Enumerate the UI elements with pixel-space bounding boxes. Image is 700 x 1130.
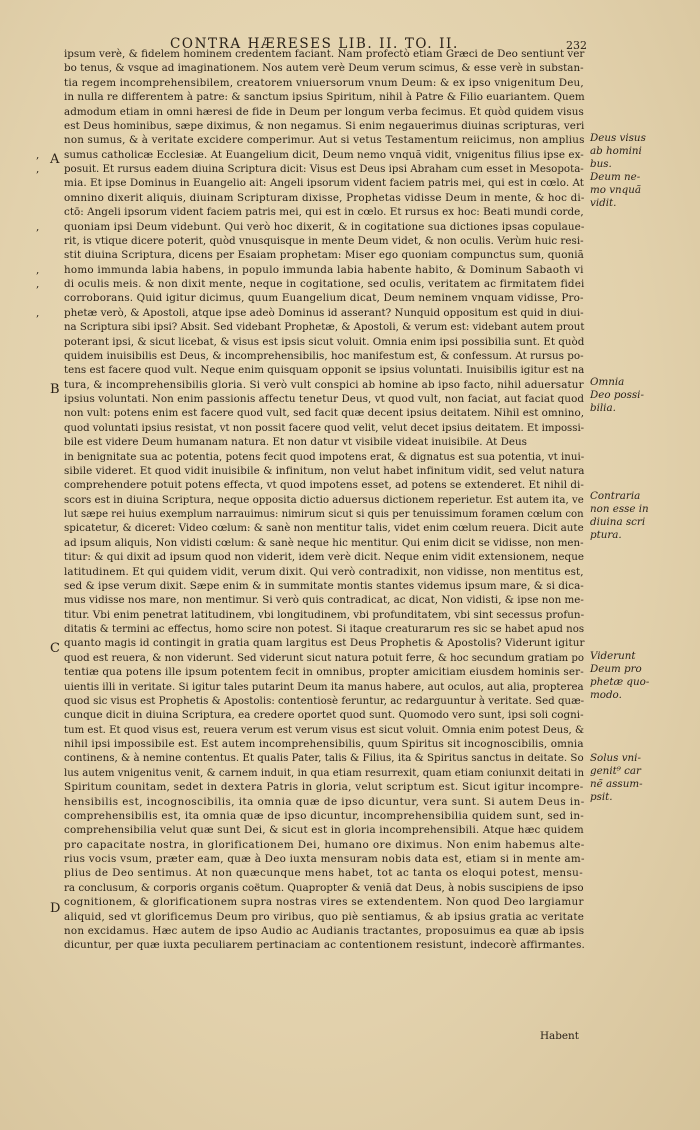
marginal-line: nẽ assum-	[590, 778, 643, 790]
text-line: titur. Vbi enim penetrat latitudinem, vbi longitudinem, vbi profunditatem, vbi sint secessus profun-	[64, 608, 585, 621]
marginal-line: bus.	[590, 158, 612, 170]
text-line: ipsius voluntati. Non enim passionis affectu tenetur Deus, vt quod vult, non faciat, aut faciat quod	[64, 393, 585, 405]
marginal-line: Deo possi-	[590, 389, 644, 401]
section-letter-a: A	[50, 152, 60, 167]
marginal-line: phetæ quo-	[590, 676, 650, 688]
text-line: rit, is vtique dicere poterit, quòd vnusquisque in mente Deum videt, & non oculis. Verùm huic resi-	[64, 234, 584, 247]
text-line: quod voluntati ipsius resistat, vt non possit facere quod velit, velut decet ipsius deitatem. Et impossi-	[64, 421, 585, 434]
text-line: rius vocis vsum, præter eam, quæ à Deo iuxta mensuram nobis data est, etiam si in mente am-	[64, 853, 585, 865]
text-line: bo tenus, & vsque ad imaginationem. Nos autem verè Deum verum scimus, & esse verè in substan-	[64, 62, 584, 75]
marginal-line: Omnia	[590, 376, 625, 388]
text-line: mia. Et ipse Dominus in Euangelio ait: Angeli ipsorum vident faciem patris mei, qui est in cœlo. At	[64, 177, 584, 190]
text-line: ditatis & termini ac effectus, homo scire non potest. Si itaque creaturarum res sic se habet apud nos	[64, 623, 585, 635]
text-line: in nulla re differentem à patre: & sanctum ipsius Spiritum, nihil à Patre & Filio euariantem. Quem	[64, 91, 585, 104]
text-line: aliquid, sed vt glorificemus Deum pro viribus, quo piè sentiamus, & ab ipsius gratia ac veritate	[64, 910, 585, 923]
marginal-note	[590, 752, 690, 804]
text-line: admodum etiam in omni hæresi de fide in Deum per longum verba fecimus. Et quòd quidem visus	[64, 105, 584, 118]
marginal-line: ab homini	[590, 145, 642, 157]
text-line: non vult: potens enim est facere quod vult, sed facit quæ decent ipsius deitatem. Nihil est omnino,	[64, 407, 584, 420]
text-line: cunque dicit in diuina Scriptura, ea credere oportet quod sunt. Quomodo vero sunt, ipsi soli cogni-	[64, 709, 584, 722]
page-number: 232	[566, 39, 587, 52]
marginal-line: Deus visus	[590, 132, 646, 144]
marginal-line: modo.	[590, 689, 622, 701]
quote-mark: ,	[36, 263, 40, 276]
text-line: di oculis meis. & non dixit mente, neque in cogitatione, sed oculis, veritatem ac firmitatem fidei	[64, 278, 585, 290]
text-line: stit diuina Scriptura, dicens per Esaiam prophetam: Miser ego quoniam compunctus sum, quoniã	[64, 249, 584, 262]
text-line: titur: & qui dixit ad ipsum quod non viderit, idem verè dicit. Neque enim vidit extensionem, neque	[64, 551, 585, 564]
quote-mark: ,	[36, 306, 40, 319]
text-line: phetæ verò, & Apostoli, atque ipse adeò Dominus id asserant? Nunquid oppositum est quid in diui-	[64, 306, 584, 319]
text-line: Spiritum counitam, sedet in dextera Patris in gloria, velut scriptum est. Sicut igitur incompre-	[64, 781, 584, 794]
text-line: latitudinem. Et qui quidem vidit, verum dixit. Qui verò contradixit, non vidisse, non mentitus est,	[64, 565, 584, 578]
marginal-line: psit.	[590, 791, 613, 803]
marginal-note	[590, 132, 690, 210]
marginal-line: non esse in	[590, 503, 649, 515]
quote-mark: ,	[36, 148, 40, 161]
text-line: est Deus hominibus, sæpe diximus, & non negamus. Si enim negauerimus diuinas scripturas, veri	[64, 119, 585, 132]
text-line: omnino dixerit aliquis, diuinam Scripturam dixisse, Prophetas vidisse Deum in mente, & hoc di-	[64, 191, 585, 204]
text-line: tura, & incomprehensibilis gloria. Si verò vult conspici ab homine ab ipso facto, nihil aduersatur	[64, 378, 584, 391]
gutter-quote-marks	[36, 47, 64, 320]
running-title: CONTRA HÆRESES LIB. II. TO. II.	[170, 36, 459, 52]
text-line: ad ipsum aliquis, Non vidisti cœlum: & sanè neque hic mentitur. Qui enim dicit se vidisse, non men-	[64, 536, 584, 549]
marginal-line: Deum pro	[590, 663, 642, 675]
text-line: non excidamus. Hæc autem de ipso Audio ac Audianis tractantes, proposuimus ea quæ ab ipsis	[64, 924, 585, 937]
text-line: homo immunda labia habens, in populo immunda labia habente habito, & Dominum Sabaoth vi	[64, 263, 584, 276]
text-line: in benignitate sua ac potentia, potens fecit quod impotens erat, & dignatus est sua potentia, vt inui-	[64, 450, 585, 463]
text-line: cognitionem, & glorificationem supra nostras vires se extendentem. Non quod Deo largiamur	[64, 896, 584, 909]
main-text-block	[64, 47, 584, 953]
quote-mark: ,	[36, 278, 40, 290]
marginal-line: Viderunt	[590, 650, 636, 662]
text-line: nihil ipsi impossibile est. Est autem incomprehensibilis, quum Spiritus sit incognoscibilis, omnia	[64, 738, 584, 750]
text-line: tens est facere quod vult. Neque enim quisquam opponit se ipsius voluntati. Inuisibilis igitur est na	[64, 364, 585, 377]
marginal-line: mo vnquã	[590, 184, 642, 196]
catchword: Habent	[540, 1030, 579, 1042]
text-line: ipsum verè, & fidelem hominem credentem faciant. Nam profectò etiam Græci de Deo sentiunt ver	[64, 48, 585, 60]
marginal-note	[590, 490, 690, 542]
text-line: quoniam ipsi Deum videbunt. Qui verò hoc dixerit, & in cogitatione sua dictiones ipsas copulaue-	[64, 220, 585, 233]
marginal-line: Solus vni-	[590, 752, 641, 764]
marginal-note	[590, 650, 690, 702]
text-line: quanto magis id contingit in gratia quam largitus est Deus Prophetis & Apostolis? Viderunt igitur	[64, 637, 585, 650]
marginal-line: vidit.	[590, 197, 617, 209]
text-line: comprehensibilia velut quæ sunt Dei, & sicut est in gloria incomprehensibili. Atque hæc quidem	[64, 824, 584, 837]
text-line: lus autem vnigenitus venit, & carnem induit, in qua etiam resurrexit, quam etiam coniunxit deitati in	[64, 766, 585, 779]
text-line: spicatetur, & diceret: Video cœlum: & sanè non mentitur talis, videt enim cœlum reuera. Dicit aute	[64, 522, 584, 535]
text-line: quod est reuera, & non viderunt. Sed viderunt sicut natura potuit ferre, & hoc secundum gratiam po	[64, 651, 585, 664]
text-line: continens, & à nemine contentus. Et qualis Pater, talis & Filius, ita & Spiritus sanctus in deitate. So	[64, 752, 584, 765]
text-line: mus vidisse nos mare, non mentimur. Si verò quis contradicat, ac dicat, Non vidisti, & ipse non me-	[64, 594, 584, 607]
section-letter-d: D	[50, 901, 61, 916]
quote-mark: ,	[36, 220, 40, 233]
marginal-line: ptura.	[590, 529, 622, 541]
text-line: corroborans. Quid igitur dicimus, quum Euangelium dicat, Deum neminem vnquam vidisse, Pro-	[64, 292, 584, 305]
text-line: sumus catholicæ Ecclesiæ. At Euangelium dicit, Deum nemo vnquã vidit, vnigenitus filius ipse ex-	[64, 148, 584, 161]
marginal-line: Deum ne-	[590, 171, 641, 183]
marginal-line: genit⁹ car	[590, 765, 641, 777]
text-line: tia regem incomprehensibilem, creatorem vniuersorum vnum Deum: & ex ipso vnigenitum Deu,	[64, 76, 584, 89]
marginal-line: bilia.	[590, 402, 616, 414]
section-letter-b: B	[50, 382, 60, 397]
text-line: plius de Deo sentimus. At non quæcunque mens habet, tot ac tanta os eloqui potest, mensu-	[64, 867, 584, 880]
quote-mark: ,	[36, 163, 40, 175]
section-letter-c: C	[50, 641, 60, 656]
marginal-note	[590, 376, 690, 415]
text-line: sed & ipse verum dixit. Sæpe enim & in summitate montis stantes videmus ipsum mare, & si dica-	[64, 579, 584, 592]
text-line: na Scriptura sibi ipsi? Absit. Sed videbant Prophetæ, & Apostoli, & verum est: videbant autem prout	[64, 321, 585, 334]
text-line: hensibilis est, incognoscibilis, ita omnia quæ de ipso dicuntur, vera sunt. Si autem Deus in-	[64, 795, 585, 808]
text-line: scors est in diuina Scriptura, neque opposita dictio aduersus dictionem reperietur. Est autem ita, ve	[64, 493, 584, 506]
text-line: sibile videret. Et quod vidit inuisibile & infinitum, non velut habet infinitum vidit, sed velut natura	[64, 464, 585, 477]
marginal-line: Contraria	[590, 490, 641, 502]
text-line: tentiæ qua potens ille ipsum potentem fecit in omnibus, propter amicitiam eiusdem hominis ser-	[64, 666, 584, 679]
text-line: pro capacitate nostra, in glorificationem Dei, humano ore diximus. Non enim habemus alte-	[64, 838, 585, 851]
text-line: ctō: Angeli ipsorum vident faciem patris mei, qui est in cœlo. Et rursus ex hoc: Beati mundi corde,	[64, 206, 584, 219]
text-line: tum est. Et quod visus est, reuera verum est verum visus est sicut voluit. Omnia enim potest Deus, &	[64, 723, 584, 736]
text-line: ra conclusum, & corporis organis coëtum. Quapropter & veniã dat Deus, à nobis suscipiens de ipso	[64, 881, 584, 894]
text-line: quidem inuisibilis est Deus, & incomprehensibilis, hoc manifestum est, & confessum. At rursus po-	[64, 349, 584, 362]
text-line: uientis illi in veritate. Si igitur tales putarint Deum ita manus habere, aut oculos, aut alia, propterea	[64, 680, 584, 693]
text-line: comprehensibilis est, ita omnia quæ de ipso dicuntur, incomprehensibilia quidem sunt, sed in-	[64, 809, 585, 822]
marginal-line: diuina scri	[590, 516, 646, 528]
text-line: poterant ipsi, & sicut licebat, & visus est ipsis sicut voluit. Omnia enim ipsi possibilia sunt. Et quòd	[64, 335, 585, 348]
text-line: comprehendere potuit potens effecta, vt quod impotens esset, ad potens se extenderet. Et nihil di-	[64, 479, 584, 492]
text-line: bile est videre Deum humanam natura. Et non datur vt visibile videat inuisibile. At Deus	[64, 436, 527, 449]
text-line: lut sæpe rei huius exemplum narrauimus: nimirum sicut si quis per tenuissimum foramen cœlum con	[64, 508, 584, 520]
text-line: non sumus, & à veritate excidere comperimur. Aut si vetus Testamentum reiicimus, non amplius	[64, 134, 585, 147]
text-line: quod sic visus est Prophetis & Apostolis: contentiosè feruntur, ac redarguuntur à veritate. Sed quæ-	[64, 694, 585, 707]
text-line: posuit. Et rursus eadem diuina Scriptura dicit: Visus est Deus ipsi Abraham cum esset in Mesopota-	[64, 163, 584, 175]
text-line: dicuntur, per quæ iuxta peculiarem pertinaciam ac contentionem resistunt, indecorè affirmantes.	[64, 939, 585, 952]
